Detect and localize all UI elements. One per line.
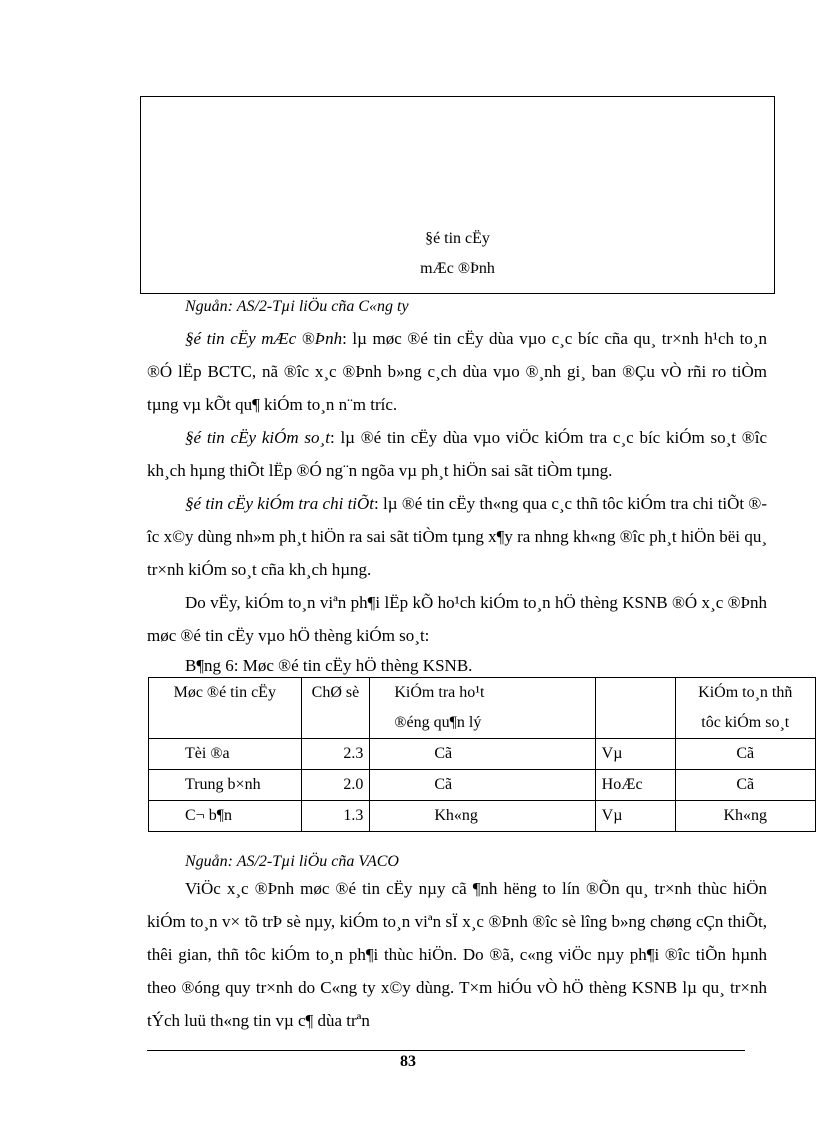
cell-management-test: Cã: [370, 770, 595, 801]
paragraph-control-reliability: [147, 421, 767, 487]
paragraph-default-reliability-text: : lµ møc ®é tin cËy dùa vµo c¸c bíc cña qu¸ tr×nh h¹ch to¸n ®Ó lËp BCTC, nã ®îc x¸c ®Þnh b»ng c¸ch dùa vµo ®¸nh gi¸ ban ®Çu vÒ rñi ro tiÒm tµng vµ kÕt qu¶ kiÓm to¸n n¨m tríc.: [147, 329, 767, 414]
header-connector: [595, 678, 675, 739]
cell-connector: Vµ: [595, 739, 675, 770]
paragraph-detail-reliability: [147, 487, 767, 586]
term-control-reliability: §é tin cËy kiÓm so¸t: [185, 428, 330, 447]
source-note-2: Nguån: AS/2-Tµi liÖu cña VACO: [185, 853, 399, 870]
cell-connector: HoÆc: [595, 770, 675, 801]
reliability-table: [148, 677, 816, 832]
table-row: [149, 770, 816, 801]
cell-control-procedures: Kh«ng: [675, 801, 816, 832]
cell-connector: Vµ: [595, 801, 675, 832]
paragraph-reliability-impact: ViÖc x¸c ®Þnh møc ®é tin cËy nµy cã ¶nh hëng to lín ®Õn qu¸ tr×nh thùc hiÖn kiÓm to¸n v× tõ trÞ sè nµy, kiÓm to¸n viªn sÏ x¸c ®Þnh ®îc sè lîng b»ng chøng cÇn thiÕt, thêi gian, thñ tôc kiÓm to¸n ph¶i thùc hiÖn. Do ®ã, c«ng viÖc nµy ph¶i ®îc tiÕn hµnh theo ®óng quy tr×nh do C«ng ty x©y dùng. T×m hiÓu vÒ hÖ thèng KSNB lµ qu¸ tr×nh tÝch luü th«ng tin vµ c¶ dùa trªn: [147, 879, 767, 1030]
cell-level: Trung b×nh: [149, 770, 302, 801]
header-management-test-line1: KiÓm tra ho¹t: [394, 684, 485, 701]
cell-control-procedures: Cã: [675, 739, 816, 770]
header-management-test-line2: ®éng qu¶n lý: [394, 714, 482, 731]
cell-index: 2.0: [301, 770, 370, 801]
header-management-test: [370, 678, 595, 739]
source-note-1: Nguån: AS/2-Tµi liÖu cña C«ng ty: [185, 298, 409, 315]
table-caption: B¶ng 6: Møc ®é tin cËy hÖ thèng KSNB.: [185, 656, 473, 675]
table-row: [149, 801, 816, 832]
paragraph-audit-plan: Do vËy, kiÓm to¸n viªn ph¶i lËp kÕ ho¹ch kiÓm to¸n hÖ thèng KSNB ®Ó x¸c ®Þnh møc ®é tin cËy vµo hÖ thèng kiÓm so¸t:: [147, 593, 767, 645]
table-row: [149, 739, 816, 770]
term-detail-reliability: §é tin cËy kiÓm tra chi tiÕt: [185, 494, 375, 513]
term-default-reliability: §é tin cËy mÆc ®Þnh: [185, 329, 343, 348]
cell-management-test: Cã: [370, 739, 595, 770]
cell-control-procedures: Cã: [675, 770, 816, 801]
cell-level: C¬ b¶n: [149, 801, 302, 832]
cell-index: 1.3: [301, 801, 370, 832]
paragraph-default-reliability: [147, 322, 767, 421]
cell-level: Tèi ®a: [149, 739, 302, 770]
footer-divider: [147, 1050, 745, 1051]
header-control-procedures-line1: KiÓm to¸n thñ: [698, 684, 793, 701]
header-control-procedures-line2: tôc kiÓm so¸t: [701, 714, 790, 731]
header-level: Møc ®é tin cËy: [149, 678, 302, 739]
cell-management-test: Kh«ng: [370, 801, 595, 832]
table-header-row: [149, 678, 816, 739]
figure-label-line2: mÆc ®Þnh: [420, 260, 495, 277]
paragraph-control-reliability-text: : lµ ®é tin cËy dùa vµo viÖc kiÓm tra c¸c bíc kiÓm so¸t ®îc kh¸ch hµng thiÕt lËp ®Ó ng¨n ngõa vµ ph¸t hiÖn sai sãt tiÒm tµng.: [147, 428, 767, 480]
header-index: ChØ sè: [301, 678, 370, 739]
figure-box: [140, 96, 775, 294]
paragraph-detail-reliability-text: : lµ ®é tin cËy th«ng qua c¸c thñ tôc kiÓm tra chi tiÕt ®îc x©y dùng nh»m ph¸t hiÖn ra sai sãt tiÒm tµng x¶y ra nhng kh«ng ®îc ph¸t hiÖn bëi qu¸ tr×nh kiÓm so¸t cña kh¸ch hµng.: [147, 494, 768, 579]
cell-index: 2.3: [301, 739, 370, 770]
page-number: 83: [400, 1053, 416, 1070]
header-control-procedures: [675, 678, 816, 739]
figure-label-line1: §é tin cËy: [425, 230, 490, 247]
